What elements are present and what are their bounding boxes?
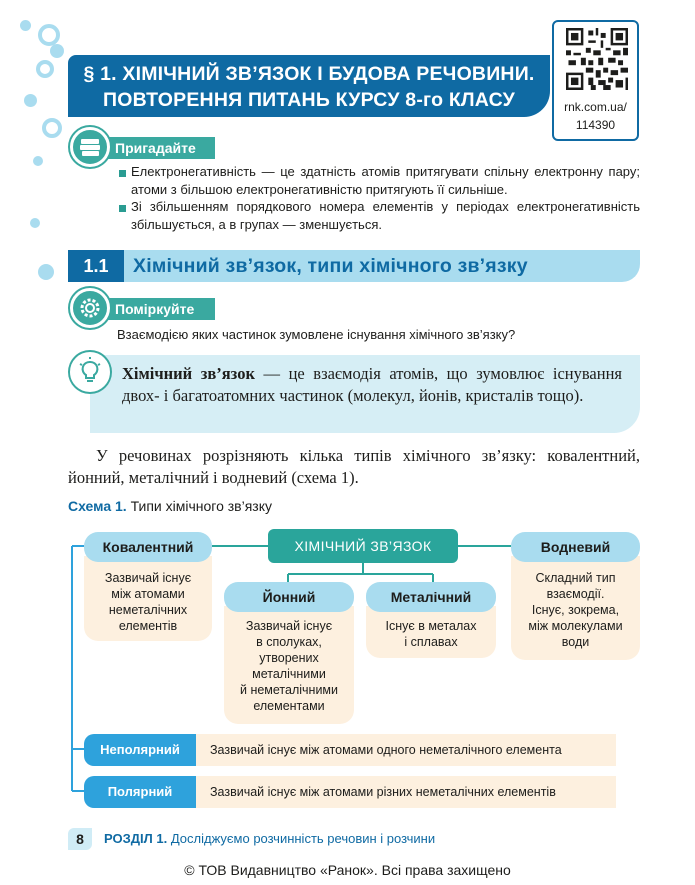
think-question: Взаємодією яких частинок зумовлене існування хімічного зв’язку?: [117, 327, 516, 342]
definition-text: [122, 363, 622, 406]
bullet-marker: [119, 170, 126, 177]
scheme-main-node: ХІМІЧНИЙ ЗВ’ЯЗОК: [268, 529, 458, 563]
covalent-desc-line: Зазвичай існує: [104, 571, 192, 585]
ionic-desc-line: й неметалічними: [239, 683, 339, 697]
books-icon: [70, 127, 110, 167]
decor-bubble: [42, 118, 62, 138]
decor-bubble: [20, 20, 31, 31]
section-title: Хімічний зв’язок, типи хімічного зв’язку: [133, 255, 528, 277]
lightbulb-icon: [70, 352, 110, 392]
footer-section-text: Досліджуємо розчинність речовин і розчини: [167, 831, 436, 846]
nonpolar-node: Неполярний: [84, 734, 196, 766]
decor-bubble: [36, 60, 54, 78]
hydrogen-desc-line: Складний тип: [535, 571, 616, 585]
definition-body: — це взаємодія атомів, що зумовлює існування двох- і багатоатомних частинок (молекул, йонів, кристалів тощо).: [122, 364, 622, 405]
covalent-desc-line: неметалічних: [108, 603, 188, 617]
ionic-desc-line: металічними: [252, 667, 326, 681]
decor-bubble: [38, 264, 54, 280]
decor-bubble: [24, 94, 37, 107]
bullet-marker: [119, 205, 126, 212]
covalent-description: [84, 556, 212, 641]
gear-icon: [70, 288, 110, 328]
hydrogen-desc-line: води: [561, 635, 590, 649]
scheme-caption: [68, 498, 272, 514]
remember-label: Пригадайте: [103, 137, 215, 159]
covalent-node: Ковалентний: [84, 532, 212, 562]
metallic-node: Металічний: [366, 582, 496, 612]
metallic-description: [366, 606, 496, 658]
nonpolar-description: Зазвичай існує між атомами одного неметалічного елемента: [196, 734, 616, 766]
scheme-caption-text: Типи хімічного зв’язку: [126, 498, 273, 514]
copyright-notice: © ТОВ Видавництво «Ранок». Всі права захищено: [184, 862, 511, 878]
hydrogen-description: [511, 556, 640, 660]
decor-bubble: [50, 44, 64, 58]
definition-term: Хімічний зв’язок: [122, 364, 255, 383]
remember-item: Електронегативність — це здатність атомів притягувати спільну електронну пару; атоми з більшою електронегативністю притягують її сильніше.: [131, 164, 640, 197]
ionic-description: [224, 606, 354, 724]
scheme-caption-label: Схема 1.: [68, 498, 127, 514]
metallic-desc-line: Існує в металах: [385, 619, 477, 633]
polar-node: Полярний: [84, 776, 196, 808]
qr-code-icon: [566, 28, 628, 90]
lesson-title-line-1: § 1. ХІМІЧНИЙ ЗВ’ЯЗОК І БУДОВА РЕЧОВИНИ.: [83, 63, 535, 85]
think-label: Поміркуйте: [103, 298, 215, 320]
body-paragraph: У речовинах розрізняють кілька типів хімічного зв’язку: ковалентний, йонний, металічний і водневий (схема 1).: [68, 446, 640, 487]
footer-section-label: РОЗДІЛ 1.: [104, 831, 168, 846]
hydrogen-desc-line: взаємодії.: [546, 587, 605, 601]
ionic-node: Йонний: [224, 582, 354, 612]
ionic-desc-line: утворених: [259, 651, 319, 665]
hydrogen-desc-line: між молекулами: [528, 619, 623, 633]
decor-bubble: [30, 218, 40, 228]
ionic-desc-line: Зазвичай існує: [245, 619, 333, 633]
metallic-desc-line: і сплавах: [404, 635, 458, 649]
hydrogen-node: Водневий: [511, 532, 640, 562]
qr-code-box[interactable]: [552, 20, 639, 141]
lesson-title-line-2: ПОВТОРЕННЯ ПИТАНЬ КУРСУ 8-го КЛАСУ: [103, 89, 515, 111]
page-number: 8: [68, 828, 92, 850]
qr-url-line-1: rnk.com.ua/: [564, 100, 627, 114]
covalent-desc-line: елементів: [118, 619, 178, 633]
ionic-desc-line: елементами: [253, 699, 325, 713]
footer-section: [104, 831, 435, 846]
polar-description: Зазвичай існує між атомами різних неметалічних елементів: [196, 776, 616, 808]
remember-item: Зі збільшенням порядкового номера елементів у періодах електронегативність збільшується, а в групах — зменшується.: [131, 199, 640, 232]
decor-bubble: [38, 24, 60, 46]
hydrogen-desc-line: Існує, зокрема,: [531, 603, 620, 617]
qr-url-line-2: 114390: [575, 118, 616, 132]
section-number: 1.1: [68, 250, 124, 282]
decor-bubble: [33, 156, 43, 166]
covalent-desc-line: між атомами: [111, 587, 185, 601]
lesson-title-banner: [68, 55, 550, 117]
ionic-desc-line: в сполуках,: [256, 635, 322, 649]
